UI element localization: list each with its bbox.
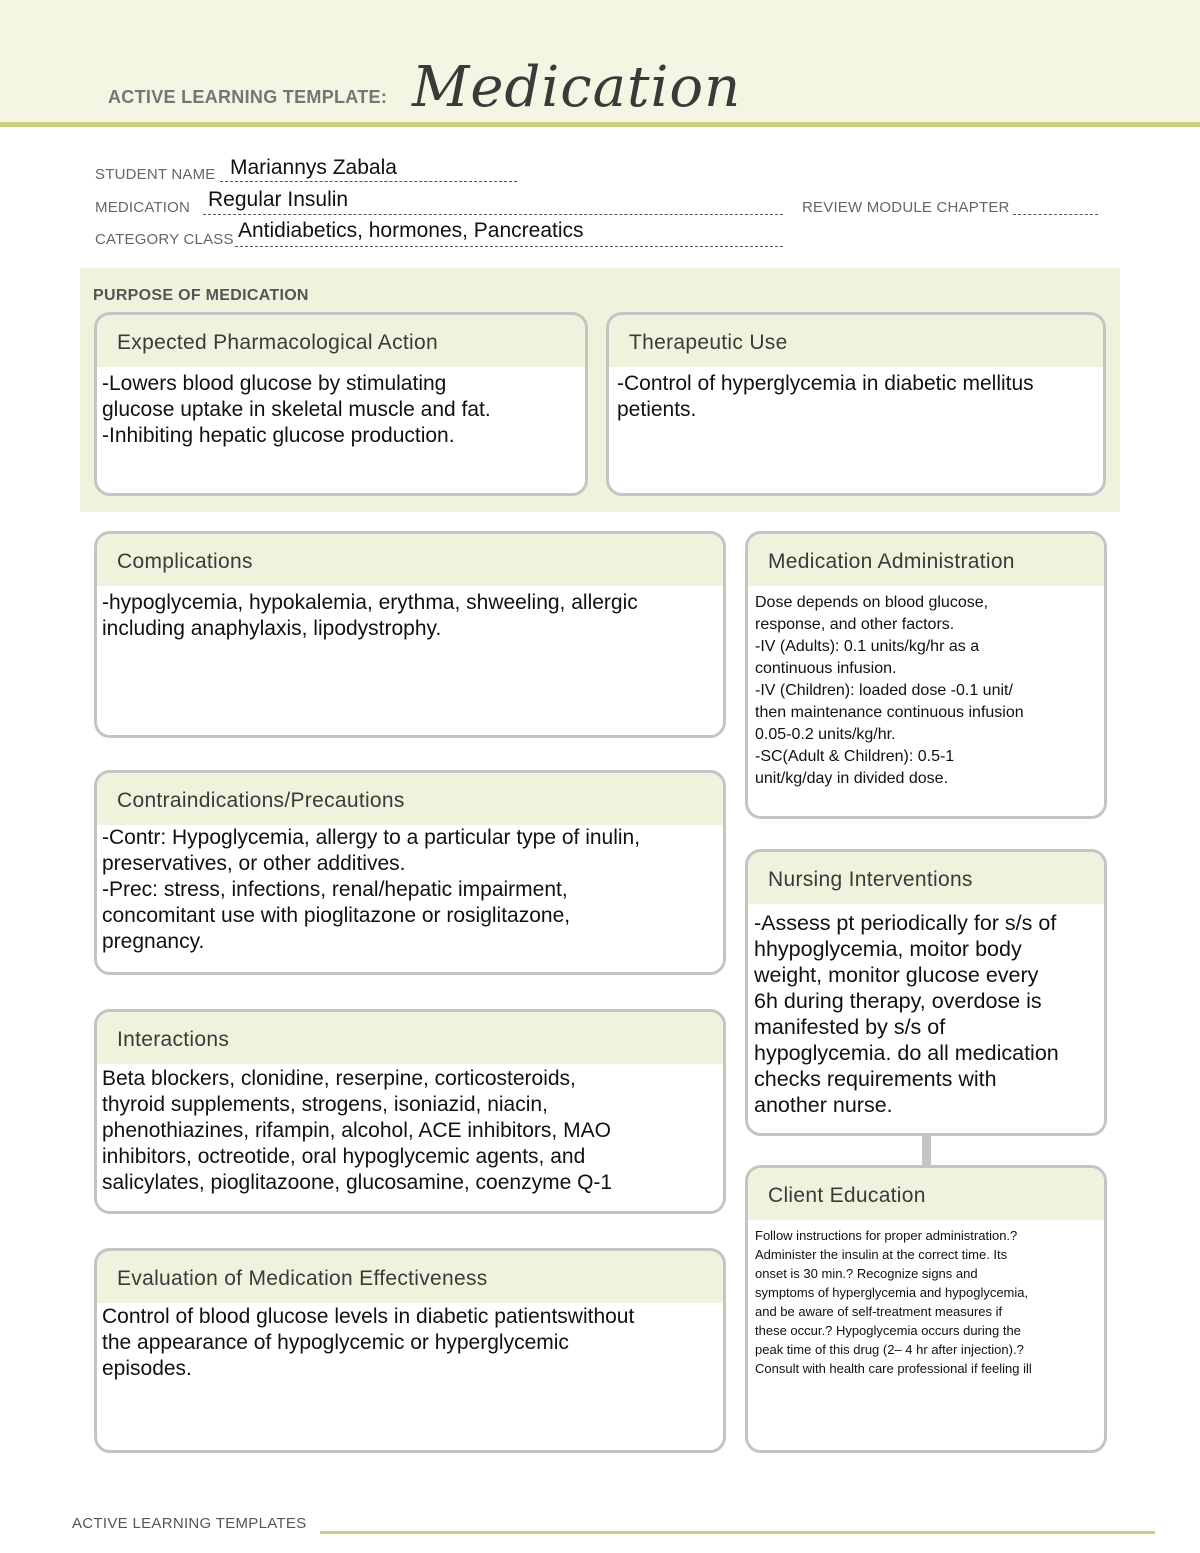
review-module-field[interactable] [1013,214,1098,215]
page-title: Medication [412,55,742,120]
client-education-text[interactable]: Follow instructions for proper administration.? Administer the insulin at the correct time. Its onset is 30 min.? Recognize signs and symptoms of hyperglycemia and hypoglycemia, and be aware of self-treatment measures if these occur.? Hypoglycemia occurs during the peak time of this drug (2– 4 hr after injection).? Consult with health care professional if feeling ill [755,1228,1032,1376]
nursing-interventions-card [745,849,1107,1136]
expected-action-card [94,312,588,496]
client-education-card [745,1165,1107,1453]
medication-line [203,214,783,215]
category-class-line [235,246,783,247]
complications-text[interactable]: -hypoglycemia, hypokalemia, erythma, shweeling, allergic including anaphylaxis, lipodystrophy. [102,591,638,640]
category-class-label: CATEGORY CLASS [95,231,234,248]
evaluation-card [94,1248,726,1453]
purpose-label: PURPOSE OF MEDICATION [93,287,309,304]
expected-action-title: Expected Pharmacological Action [97,315,585,367]
nursing-interventions-text[interactable]: -Assess pt periodically for s/s of hhypoglycemia, moitor body weight, monitor glucose every 6h during therapy, overdose is manifested by s/s of hypoglycemia. do all medication checks requirements with another nurse. [754,911,1059,1117]
medication-label: MEDICATION [95,199,191,216]
student-name-label: STUDENT NAME [95,166,216,183]
therapeutic-use-card [606,312,1106,496]
medication-field[interactable]: Regular Insulin [208,188,349,211]
client-education-title: Client Education [748,1168,1104,1220]
review-module-label: REVIEW MODULE CHAPTER [802,199,1010,216]
header-rule [0,122,1200,127]
contraindications-text[interactable]: -Contr: Hypoglycemia, allergy to a particular type of inulin, preservatives, or other additives. -Prec: stress, infections, renal/hepatic impairment, concomitant use with pioglitazone or rosiglitazone, pregnancy. [102,826,641,953]
evaluation-title: Evaluation of Medication Effectiveness [97,1251,723,1303]
complications-title: Complications [97,534,723,586]
student-name-line [220,181,517,182]
expected-action-text[interactable]: -Lowers blood glucose by stimulating glucose uptake in skeletal muscle and fat. -Inhibiting hepatic glucose production. [102,372,491,447]
complications-card [94,531,726,738]
student-name-field[interactable]: Mariannys Zabala [230,156,397,179]
nursing-interventions-title: Nursing Interventions [748,852,1104,904]
therapeutic-use-text[interactable]: -Control of hyperglycemia in diabetic mellitus petients. [617,372,1034,421]
card-connector [922,1135,931,1167]
administration-card [745,531,1107,819]
evaluation-text[interactable]: Control of blood glucose levels in diabetic patientswithout the appearance of hypoglycemic or hyperglycemic episodes. [102,1305,635,1380]
contraindications-card [94,770,726,975]
category-class-field[interactable]: Antidiabetics, hormones, Pancreatics [238,219,584,242]
contraindications-title: Contraindications/Precautions [97,773,723,825]
interactions-text[interactable]: Beta blockers, clonidine, reserpine, corticosteroids, thyroid supplements, strogens, isoniazid, niacin, phenothiazines, rifampin, alcohol, ACE inhibitors, MAO inhibitors, octreotide, oral hypoglycemic agents, and salicylates, pioglitazoone, glucosamine, coenzyme Q-1 [102,1067,613,1194]
interactions-card [94,1009,726,1214]
administration-title: Medication Administration [748,534,1104,586]
footer-label: ACTIVE LEARNING TEMPLATES [72,1515,307,1532]
administration-text[interactable]: Dose depends on blood glucose, response, and other factors. -IV (Adults): 0.1 units/kg/hr as a continuous infusion. -IV (Children): loaded dose -0.1 unit/ then maintenance continuous infusion 0.05-0.2 units/kg/hr. -SC(Adult & Children): 0.5-1 unit/kg/day in divided dose. [755,594,1024,787]
footer-rule [320,1531,1155,1534]
template-label: ACTIVE LEARNING TEMPLATE: [108,87,388,107]
interactions-title: Interactions [97,1012,723,1064]
therapeutic-use-title: Therapeutic Use [609,315,1103,367]
